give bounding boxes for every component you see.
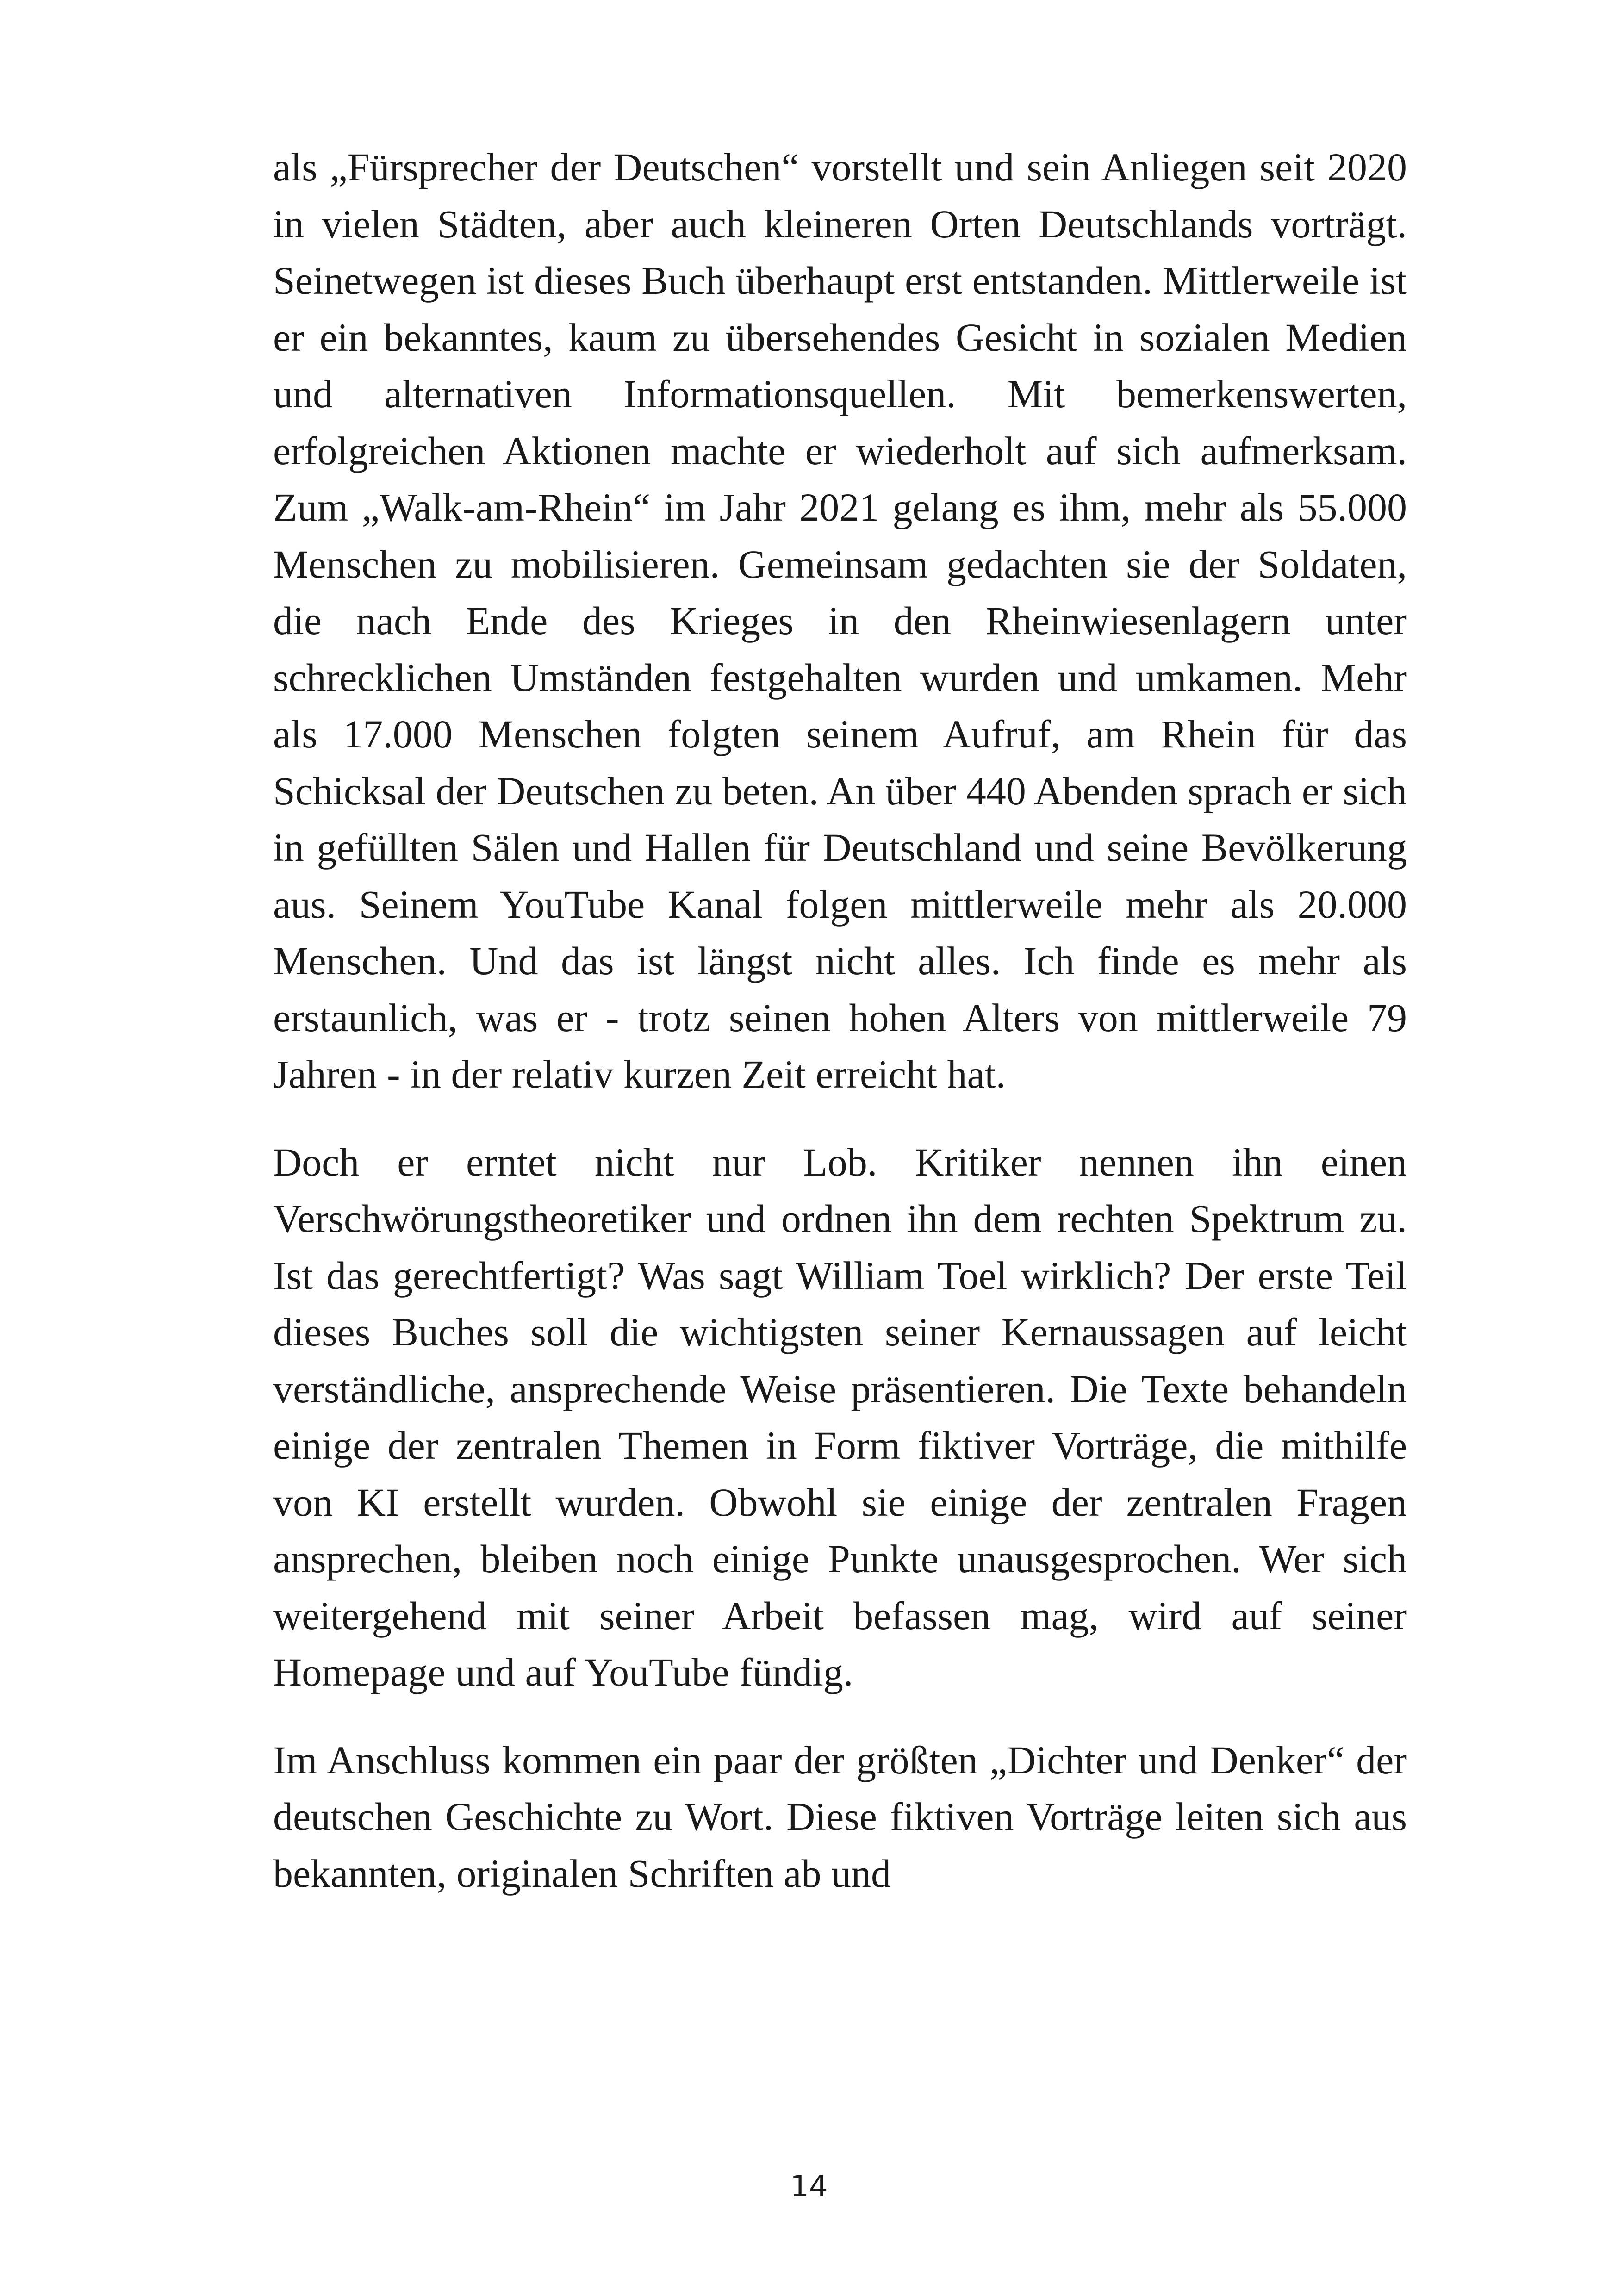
page-number: 14 [790, 2170, 828, 2204]
paragraph-poets-and-thinkers: Im Anschluss kommen ein paar der größten „Dichter und Denker“ der deutschen Geschichte zu Wort. Diese fiktiven Vorträge leiten sich aus bekannten, originalen Schriften ab und [273, 1737, 1407, 1896]
body-text [273, 139, 1407, 1902]
paragraph-intro-continuation: als „Fürsprecher der Deutschen“ vorstellt und sein Anliegen seit 2020 in vielen Städten, aber auch kleineren Orten Deutschlands vorträgt. Seinetwegen ist dieses Buch überhaupt erst entstanden. Mittlerweile ist er ein bekanntes, kaum zu übersehendes Gesicht in sozialen Medien und alternativen Informationsquellen. Mit bemerkenswerten, erfolgreichen Aktionen machte er wiederholt auf sich aufmerksam. Zum „Walk-am-Rhein“ im Jahr 2021 gelang es ihm, mehr als 55.000 Menschen zu mobilisieren. Gemeinsam gedachten sie der Soldaten, die nach Ende des Krieges in den Rheinwiesenlagern unter schrecklichen Umständen festgehalten wurden und umkamen. Mehr als 17.000 Menschen folgten seinem Aufruf, am Rhein für das Schicksal der Deutschen zu beten. An über 440 Abenden sprach er sich in gefüllten Sälen und Hallen für Deutschland und seine Bevölkerung aus. Seinem YouTube Kanal folgen mittlerweile mehr als 20.000 Menschen. Und das ist längst nicht alles. Ich finde es mehr als erstaunlich, was er - trotz seinen hohen Alters von mittlerweile 79 Jahren - in der relativ kurzen Zeit erreicht hat. [273, 145, 1407, 1096]
paragraph-criticism: Doch er erntet nicht nur Lob. Kritiker nennen ihn einen Verschwörungstheoretiker und ordnen ihn dem rechten Spektrum zu. Ist das gerechtfertigt? Was sagt William Toel wirklich? Der erste Teil dieses Buches soll die wichtigsten seiner Kernaussagen auf leicht verständliche, ansprechende Weise präsentieren. Die Texte behandeln einige der zentralen Themen in Form fiktiver Vorträge, die mithilfe von KI erstellt wurden. Obwohl sie einige der zentralen Fragen ansprechen, bleiben noch einige Punkte unausgesprochen. Wer sich weitergehend mit seiner Arbeit befassen mag, wird auf seiner Homepage und auf YouTube fündig. [273, 1139, 1407, 1694]
